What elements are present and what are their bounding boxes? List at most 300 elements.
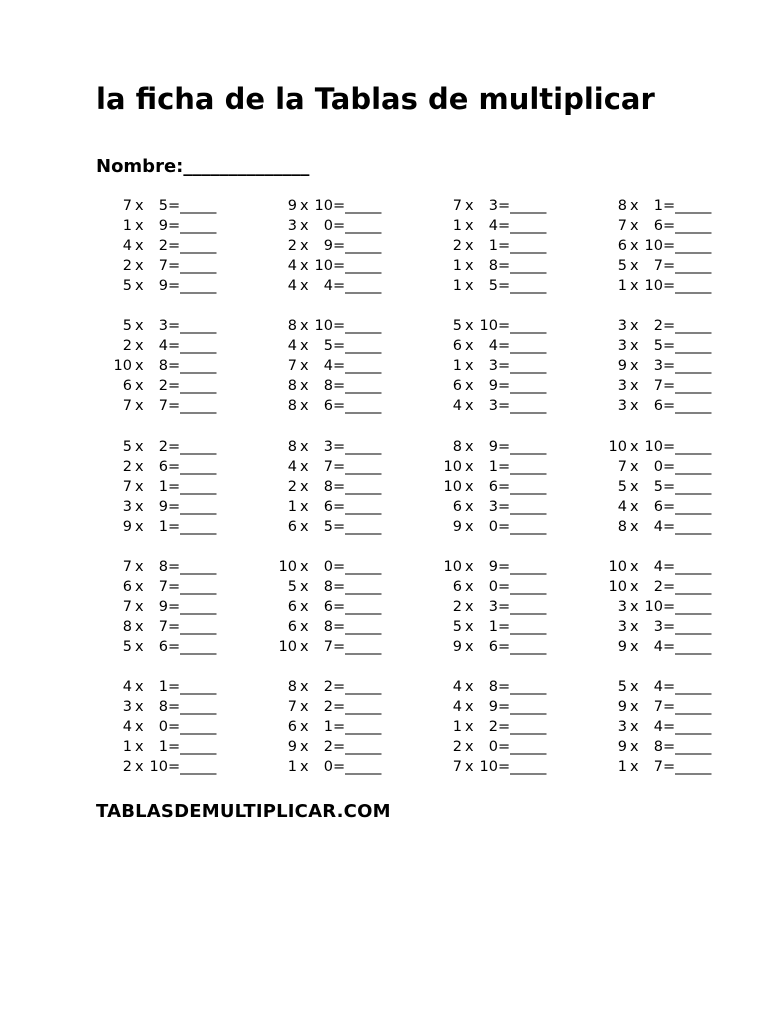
factor-b: 1 [158, 739, 168, 756]
equals-answer-blank: =_____ [663, 579, 712, 596]
multiplication-problem [591, 236, 745, 256]
multiplication-problem [591, 617, 745, 637]
multiplication-problem [426, 637, 580, 657]
factor-b: 0 [488, 579, 498, 596]
factor-b: 7 [653, 378, 663, 395]
factor-b: 4 [488, 338, 498, 355]
factor-b: 7 [323, 459, 333, 476]
factor-a: 7 [122, 479, 132, 496]
multiplication-problem [426, 477, 580, 497]
factor-a: 2 [452, 599, 462, 616]
factor-b: 5 [323, 519, 333, 536]
equals-answer-blank: =_____ [333, 398, 382, 415]
factor-b: 7 [653, 699, 663, 716]
equals-answer-blank: =_____ [168, 499, 217, 516]
multiplication-problem [591, 757, 745, 777]
factor-b: 10 [644, 278, 663, 295]
multiplication-problem [426, 396, 580, 416]
multiplication-problem [261, 697, 415, 717]
factor-a: 9 [452, 639, 462, 656]
times-sign: x [300, 358, 309, 375]
times-sign: x [300, 459, 309, 476]
multiplication-problem [96, 396, 250, 416]
times-sign: x [135, 639, 144, 656]
factor-a: 9 [617, 739, 627, 756]
equals-answer-blank: =_____ [333, 719, 382, 736]
times-sign: x [300, 198, 309, 214]
factor-a: 8 [122, 619, 132, 636]
times-sign: x [135, 519, 144, 536]
equals-answer-blank: =_____ [498, 439, 547, 455]
multiplication-problem [426, 356, 580, 376]
factor-b: 2 [653, 318, 663, 334]
factor-b: 7 [158, 619, 168, 636]
times-sign: x [135, 719, 144, 736]
factor-a: 7 [287, 358, 297, 375]
times-sign: x [630, 459, 639, 476]
multiplication-problem [591, 597, 745, 617]
problem-block [426, 316, 580, 416]
times-sign: x [465, 479, 474, 496]
multiplication-problem [261, 677, 415, 697]
factor-a: 10 [113, 358, 132, 375]
multiplication-problem [591, 477, 745, 497]
factor-b: 10 [314, 318, 333, 334]
multiplication-problem [426, 236, 580, 256]
factor-b: 1 [158, 479, 168, 496]
factor-b: 0 [323, 759, 333, 776]
equals-answer-blank: =_____ [168, 378, 217, 395]
times-sign: x [630, 338, 639, 355]
problem-block [96, 437, 250, 537]
factor-b: 0 [323, 218, 333, 235]
multiplication-problem [426, 697, 580, 717]
multiplication-problem [591, 437, 745, 457]
multiplication-problem [261, 477, 415, 497]
equals-answer-blank: =_____ [168, 639, 217, 656]
multiplication-problem [261, 517, 415, 537]
multiplication-problem [261, 597, 415, 617]
multiplication-problem [261, 617, 415, 637]
factor-a: 5 [452, 318, 462, 334]
times-sign: x [630, 739, 639, 756]
factor-a: 2 [287, 479, 297, 496]
equals-answer-blank: =_____ [168, 579, 217, 596]
factor-a: 10 [443, 559, 462, 575]
equals-answer-blank: =_____ [168, 318, 217, 334]
multiplication-problem [591, 256, 745, 276]
equals-answer-blank: =_____ [663, 459, 712, 476]
factor-a: 1 [287, 499, 297, 516]
multiplication-problem [426, 597, 580, 617]
equals-answer-blank: =_____ [333, 579, 382, 596]
equals-answer-blank: =_____ [663, 218, 712, 235]
multiplication-problem [591, 196, 745, 216]
factor-a: 6 [122, 378, 132, 395]
factor-a: 5 [452, 619, 462, 636]
times-sign: x [630, 619, 639, 636]
equals-answer-blank: =_____ [168, 739, 217, 756]
factor-b: 0 [323, 559, 333, 575]
factor-a: 1 [617, 759, 627, 776]
times-sign: x [465, 499, 474, 516]
multiplication-problem [96, 577, 250, 597]
factor-b: 8 [323, 579, 333, 596]
multiplication-problem [261, 577, 415, 597]
equals-answer-blank: =_____ [168, 358, 217, 375]
multiplication-problem [96, 256, 250, 276]
factor-a: 2 [122, 459, 132, 476]
equals-answer-blank: =_____ [663, 739, 712, 756]
multiplication-problem [426, 717, 580, 737]
factor-b: 3 [488, 599, 498, 616]
factor-a: 2 [452, 238, 462, 255]
factor-b: 0 [488, 519, 498, 536]
times-sign: x [630, 278, 639, 295]
factor-b: 10 [314, 198, 333, 214]
multiplication-problem [591, 557, 745, 577]
multiplication-problem [591, 737, 745, 757]
equals-answer-blank: =_____ [333, 499, 382, 516]
factor-a: 7 [617, 459, 627, 476]
times-sign: x [465, 679, 474, 695]
multiplication-problem [426, 517, 580, 537]
equals-answer-blank: =_____ [168, 619, 217, 636]
times-sign: x [300, 338, 309, 355]
factor-a: 7 [617, 218, 627, 235]
equals-answer-blank: =_____ [333, 679, 382, 695]
equals-answer-blank: =_____ [498, 398, 547, 415]
multiplication-problem [591, 497, 745, 517]
multiplication-problem [591, 316, 745, 336]
times-sign: x [300, 559, 309, 575]
factor-b: 6 [323, 599, 333, 616]
factor-a: 1 [452, 218, 462, 235]
times-sign: x [135, 679, 144, 695]
equals-answer-blank: =_____ [663, 439, 712, 455]
times-sign: x [135, 398, 144, 415]
factor-a: 4 [452, 398, 462, 415]
times-sign: x [630, 479, 639, 496]
equals-answer-blank: =_____ [498, 559, 547, 575]
times-sign: x [135, 739, 144, 756]
multiplication-problem [96, 557, 250, 577]
equals-answer-blank: =_____ [663, 519, 712, 536]
problem-block [96, 316, 250, 416]
equals-answer-blank: =_____ [663, 499, 712, 516]
factor-b: 0 [158, 719, 168, 736]
factor-b: 6 [323, 398, 333, 415]
factor-a: 5 [617, 258, 627, 275]
factor-a: 10 [278, 639, 297, 656]
factor-a: 3 [617, 619, 627, 636]
page-title: la ficha de la Tablas de multiplicar [96, 82, 655, 116]
equals-answer-blank: =_____ [333, 479, 382, 496]
times-sign: x [300, 499, 309, 516]
equals-answer-blank: =_____ [498, 218, 547, 235]
problem-block [591, 437, 745, 537]
factor-b: 9 [488, 378, 498, 395]
times-sign: x [630, 398, 639, 415]
times-sign: x [135, 699, 144, 716]
factor-b: 1 [158, 519, 168, 536]
equals-answer-blank: =_____ [333, 739, 382, 756]
multiplication-problem [96, 356, 250, 376]
equals-answer-blank: =_____ [168, 699, 217, 716]
problem-block [591, 677, 745, 777]
multiplication-problem [261, 557, 415, 577]
factor-a: 3 [617, 398, 627, 415]
equals-answer-blank: =_____ [498, 719, 547, 736]
factor-b: 6 [158, 639, 168, 656]
times-sign: x [630, 218, 639, 235]
equals-answer-blank: =_____ [168, 439, 217, 455]
factor-a: 7 [452, 759, 462, 776]
factor-a: 8 [452, 439, 462, 455]
factor-a: 7 [122, 198, 132, 214]
factor-b: 4 [653, 719, 663, 736]
equals-answer-blank: =_____ [663, 559, 712, 575]
factor-b: 7 [158, 398, 168, 415]
factor-b: 10 [644, 439, 663, 455]
factor-b: 8 [323, 619, 333, 636]
factor-a: 6 [122, 579, 132, 596]
factor-a: 8 [287, 398, 297, 415]
multiplication-problem [426, 437, 580, 457]
factor-a: 8 [287, 679, 297, 695]
times-sign: x [135, 198, 144, 214]
factor-b: 7 [158, 579, 168, 596]
problem-block [426, 557, 580, 657]
equals-answer-blank: =_____ [333, 258, 382, 275]
factor-b: 10 [644, 238, 663, 255]
times-sign: x [135, 499, 144, 516]
factor-a: 2 [452, 739, 462, 756]
factor-b: 2 [488, 719, 498, 736]
times-sign: x [300, 599, 309, 616]
factor-b: 1 [488, 238, 498, 255]
factor-a: 4 [287, 258, 297, 275]
factor-b: 10 [479, 318, 498, 334]
multiplication-problem [426, 457, 580, 477]
equals-answer-blank: =_____ [663, 358, 712, 375]
times-sign: x [300, 218, 309, 235]
times-sign: x [630, 358, 639, 375]
times-sign: x [465, 759, 474, 776]
factor-b: 10 [149, 759, 168, 776]
multiplication-problem [261, 737, 415, 757]
multiplication-problem [426, 577, 580, 597]
times-sign: x [630, 759, 639, 776]
multiplication-problem [96, 517, 250, 537]
times-sign: x [300, 619, 309, 636]
problem-block [96, 196, 250, 296]
problem-block [426, 437, 580, 537]
times-sign: x [630, 198, 639, 214]
factor-a: 1 [617, 278, 627, 295]
factor-b: 4 [653, 679, 663, 695]
equals-answer-blank: =_____ [663, 278, 712, 295]
multiplication-problem [261, 316, 415, 336]
factor-a: 6 [287, 619, 297, 636]
multiplication-problem [261, 637, 415, 657]
factor-a: 3 [617, 599, 627, 616]
factor-a: 2 [122, 258, 132, 275]
factor-a: 6 [287, 719, 297, 736]
times-sign: x [465, 719, 474, 736]
name-field-label: Nombre:______________ [96, 156, 310, 177]
problem-block [96, 557, 250, 657]
factor-b: 8 [653, 739, 663, 756]
factor-b: 3 [488, 499, 498, 516]
factor-a: 4 [122, 719, 132, 736]
times-sign: x [135, 479, 144, 496]
factor-a: 7 [122, 559, 132, 575]
equals-answer-blank: =_____ [168, 559, 217, 575]
equals-answer-blank: =_____ [168, 238, 217, 255]
equals-answer-blank: =_____ [333, 198, 382, 214]
times-sign: x [630, 679, 639, 695]
equals-answer-blank: =_____ [498, 619, 547, 636]
times-sign: x [465, 459, 474, 476]
factor-a: 3 [617, 719, 627, 736]
factor-b: 2 [158, 378, 168, 395]
equals-answer-blank: =_____ [498, 318, 547, 334]
multiplication-problem [591, 697, 745, 717]
multiplication-problem [591, 276, 745, 296]
times-sign: x [630, 599, 639, 616]
factor-b: 1 [323, 719, 333, 736]
multiplication-problem [426, 557, 580, 577]
factor-b: 10 [644, 599, 663, 616]
multiplication-problem [96, 597, 250, 617]
times-sign: x [465, 378, 474, 395]
multiplication-problem [261, 356, 415, 376]
equals-answer-blank: =_____ [333, 318, 382, 334]
factor-b: 4 [653, 519, 663, 536]
factor-b: 1 [488, 459, 498, 476]
times-sign: x [465, 559, 474, 575]
factor-b: 10 [479, 759, 498, 776]
equals-answer-blank: =_____ [168, 679, 217, 695]
multiplication-problem [426, 757, 580, 777]
factor-a: 8 [287, 318, 297, 334]
multiplication-problem [96, 637, 250, 657]
times-sign: x [630, 559, 639, 575]
times-sign: x [135, 439, 144, 455]
factor-b: 8 [323, 378, 333, 395]
factor-b: 6 [653, 398, 663, 415]
multiplication-problem [96, 677, 250, 697]
equals-answer-blank: =_____ [498, 639, 547, 656]
factor-a: 2 [122, 338, 132, 355]
equals-answer-blank: =_____ [663, 198, 712, 214]
factor-b: 10 [314, 258, 333, 275]
multiplication-problem [426, 316, 580, 336]
factor-b: 6 [488, 639, 498, 656]
factor-b: 2 [323, 699, 333, 716]
equals-answer-blank: =_____ [498, 599, 547, 616]
factor-a: 5 [122, 439, 132, 455]
factor-b: 3 [488, 358, 498, 375]
times-sign: x [465, 318, 474, 334]
times-sign: x [135, 378, 144, 395]
factor-a: 9 [122, 519, 132, 536]
equals-answer-blank: =_____ [498, 258, 547, 275]
factor-b: 3 [653, 619, 663, 636]
factor-b: 1 [653, 198, 663, 214]
multiplication-problem [591, 517, 745, 537]
factor-b: 3 [323, 439, 333, 455]
multiplication-problem [96, 216, 250, 236]
equals-answer-blank: =_____ [663, 639, 712, 656]
equals-answer-blank: =_____ [168, 258, 217, 275]
factor-b: 8 [488, 679, 498, 695]
multiplication-problem [261, 216, 415, 236]
factor-b: 7 [653, 258, 663, 275]
equals-answer-blank: =_____ [168, 599, 217, 616]
equals-answer-blank: =_____ [333, 619, 382, 636]
equals-answer-blank: =_____ [663, 619, 712, 636]
factor-b: 6 [653, 499, 663, 516]
problem-block [261, 316, 415, 416]
factor-a: 3 [122, 499, 132, 516]
times-sign: x [300, 278, 309, 295]
equals-answer-blank: =_____ [333, 378, 382, 395]
factor-a: 3 [287, 218, 297, 235]
times-sign: x [630, 378, 639, 395]
multiplication-problem [426, 737, 580, 757]
equals-answer-blank: =_____ [663, 398, 712, 415]
equals-answer-blank: =_____ [333, 338, 382, 355]
factor-a: 8 [287, 378, 297, 395]
factor-a: 6 [287, 519, 297, 536]
equals-answer-blank: =_____ [498, 358, 547, 375]
equals-answer-blank: =_____ [333, 459, 382, 476]
multiplication-problem [426, 497, 580, 517]
multiplication-problem [426, 677, 580, 697]
times-sign: x [630, 699, 639, 716]
multiplication-problem [261, 757, 415, 777]
equals-answer-blank: =_____ [498, 499, 547, 516]
equals-answer-blank: =_____ [168, 519, 217, 536]
multiplication-problem [96, 757, 250, 777]
times-sign: x [300, 378, 309, 395]
factor-a: 1 [287, 759, 297, 776]
multiplication-problem [261, 336, 415, 356]
multiplication-problem [96, 336, 250, 356]
equals-answer-blank: =_____ [498, 378, 547, 395]
factor-b: 0 [488, 739, 498, 756]
factor-b: 1 [488, 619, 498, 636]
factor-a: 2 [122, 759, 132, 776]
equals-answer-blank: =_____ [498, 238, 547, 255]
multiplication-problem [426, 216, 580, 236]
factor-a: 8 [287, 439, 297, 455]
factor-a: 10 [608, 439, 627, 455]
problem-block [591, 196, 745, 296]
factor-a: 5 [122, 318, 132, 334]
equals-answer-blank: =_____ [333, 358, 382, 375]
factor-b: 8 [323, 479, 333, 496]
factor-b: 4 [158, 338, 168, 355]
multiplication-problem [96, 737, 250, 757]
equals-answer-blank: =_____ [663, 238, 712, 255]
times-sign: x [135, 559, 144, 575]
equals-answer-blank: =_____ [663, 719, 712, 736]
multiplication-problem [261, 497, 415, 517]
problem-block [261, 437, 415, 537]
